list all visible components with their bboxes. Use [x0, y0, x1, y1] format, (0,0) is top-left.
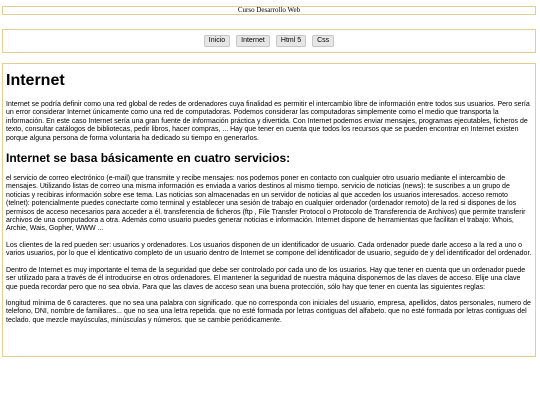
site-title: Curso Desarrollo Web [237, 6, 301, 14]
intro-paragraph: Internet se podría definir como una red global de redes de ordenadores cuya finalidad es permitir el intercambio libre de información entre todos sus usuarios. Pero sería un error considerar Internet únicamente como una red de computadoras. Podemos considerar las computadoras simplemente como el medio que transporta la información. En este caso Internet sería una gran fuente de información práctica y divertida. Con Internet podemos enviar mensajes, programas ejecutables, ficheros de texto, consultar catálogos de bibliotecas, pedir libros, hacer compras, ... Hay que tener en cuenta que todos los recursos que se pueden encontrar en Internet existen porque alguna persona de forma voluntaria ha dedicado su tiempo en generarlos. [6, 101, 530, 142]
rules-paragraph: longitud mínima de 6 caracteres. que no sea una palabra con significado. que no corresponda con iniciales del usuario, empresa, apellidos, datos personales, numero de telefono, DNI, nombre de familiares... que no sea una letra repetida. que no esté formada por letras contiguas del alfabeto. que no esté formada por letras contiguas del teclado. que mezcle mayúsculas, minúsculas y números. que se cambie periódicamente. [6, 299, 531, 324]
page-title: Internet [6, 72, 65, 89]
security-paragraph: Dentro de Internet es muy importante el tema de la seguridad que debe ser controlado por cada uno de los usuarios. Hay que tener en cuenta que un ordenador puede ser utilizado para a través de él introducirse en otros ordenadores. El mantener la seguridad de nuestra máquina disponemos de las claves de acceso. Elije una clave que pueda recordar pero que no sea obvia. Para que las claves de acceso sean una buena protección, sólo hay que tener en cuenta las siguientes reglas: [6, 266, 526, 291]
clients-paragraph: Los clientes de la red pueden ser: usuarios y ordenadores. Los usuarios disponen de un identificador de usuario. Cada ordenador puede darle acceso a la red a uno o varios usuarios, por lo que el identicativo completo de un usuario dentro de Internet se compone del identificador de usuario, seguido de y del identificador del ordenador. [6, 241, 532, 258]
nav-inicio-button[interactable]: Inicio [204, 35, 230, 47]
site-banner [2, 6, 536, 15]
article-content [2, 63, 536, 357]
section-heading: Internet se basa básicamente en cuatro servicios: [6, 151, 291, 166]
nav-internet-button[interactable]: Internet [236, 35, 270, 47]
main-nav [2, 29, 536, 53]
services-paragraph: el servicio de correo electrónico (e-mail) que transmite y recibe mensajes: nos podemos poner en contacto con cualquier otro usuario mediante el intercambio de mensajes. Utilizando listas de correo una misma información es enviada a varios destinos al mismo tiempo. servicio de noticias (news): te suscribes a un grupo de noticias y recibiras información sobre ese tema. Las noticias son almacenadas en un servidor de noticias al que acceden los usuarios interesados. acceso remoto (telnet): potencialmente puedes conectarte como terminal y establecer una sesión de trabajo en cualquier ordenador (ordenador remoto) de la red si dispones de los permisos de acceso necesarios para acceder a él. transferencia de ficheros (ftp , File Transfer Protocol o Protocolo de Transferencia de Archivos) que permite transferir archivos de una computadora a otra. Además como usuario puedes generar noticias e información. Internet dispone de herramientas que facilitan el trabajo: Whois, Archie, Wais, Gopher, WWW ... [6, 175, 526, 233]
nav-css-button[interactable]: Css [312, 35, 334, 47]
nav-html5-button[interactable]: Html 5 [276, 35, 306, 47]
